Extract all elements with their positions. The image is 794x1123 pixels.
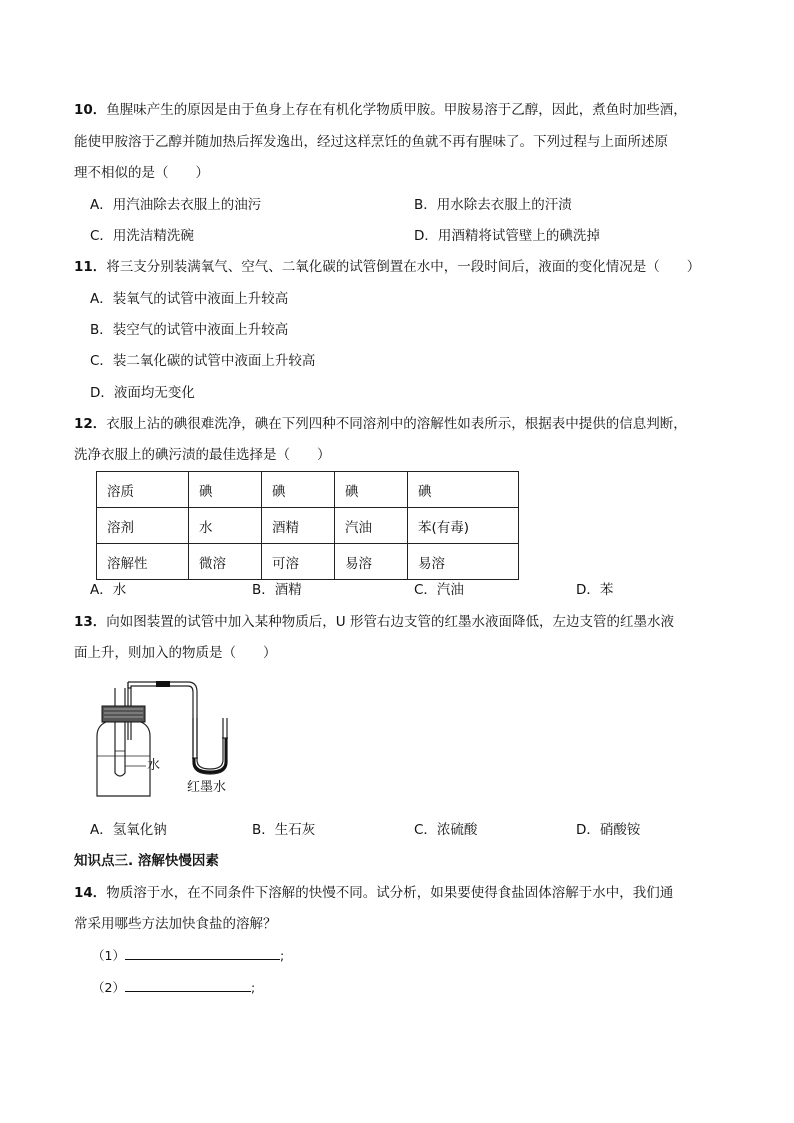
end-mark: ; [250,980,256,995]
q10-option-b[interactable]: B．用水除去衣服上的汗渍 [414,197,572,213]
table-row [97,472,519,508]
table-cell: 水 [189,508,262,544]
tube-joint [156,681,170,687]
q10-option-c[interactable]: C．用洗洁精洗碗 [90,228,194,244]
section-title: 知识点三. 溶解快慢因素 [74,853,219,869]
q12-option-b[interactable]: B．酒精 [252,582,302,598]
table-cell: 溶质 [97,472,189,508]
q13-line1: 13．向如图装置的试管中加入某种物质后，U 形管右边支管的红墨水液面降低，左边支管的红墨水液 [74,614,674,630]
q12-option-d[interactable]: D．苯 [576,582,614,598]
table-cell: 汽油 [335,508,408,544]
table-cell: 易溶 [335,544,408,580]
test-tube [115,688,125,776]
table-cell: 碘 [408,472,519,508]
red-ink-label: 红墨水 [187,780,227,795]
q14-blank-2 [92,977,255,998]
table-cell: 溶剂 [97,508,189,544]
table-cell: 可溶 [262,544,335,580]
answer-blank-2[interactable] [125,977,251,992]
q11-option-a[interactable]: A．装氧气的试管中液面上升较高 [90,291,289,307]
q14-blank-1 [92,945,284,966]
q10-option-d[interactable]: D．用酒精将试管壁上的碘洗掉 [414,228,600,244]
q12-line1: 12．衣服上沾的碘很难洗净，碘在下列四种不同溶剂中的溶解性如表所示，根据表中提供的信息判断， [74,416,687,432]
table-cell: 易溶 [408,544,519,580]
end-mark: ; [279,948,285,963]
q10-line1: 10．鱼腥味产生的原因是由于鱼身上存在有机化学物质甲胺。甲胺易溶于乙醇，因此，煮鱼时加些酒， [74,102,687,118]
table-cell: 苯(有毒) [408,508,519,544]
q14-line1: 14．物质溶于水，在不同条件下溶解的快慢不同。试分析，如果要使得食盐固体溶解于水中，我们通 [74,885,674,901]
q12-option-a[interactable]: A．水 [90,582,127,598]
table-row [97,508,519,544]
q10-line2: 能使甲胺溶于乙醇并随加热后挥发逸出，经过这样烹饪的鱼就不再有腥味了。下列过程与上面所述原 [74,134,668,150]
solubility-table [96,471,519,580]
blank-label: （2） [92,980,125,995]
q10-line3: 理不相似的是（ ） [74,165,209,181]
q13-line2: 面上升，则加入的物质是（ ） [74,645,277,661]
q11-option-c[interactable]: C．装二氧化碳的试管中液面上升较高 [90,353,316,369]
table-cell: 酒精 [262,508,335,544]
table-cell: 碘 [189,472,262,508]
u-tube [193,718,227,774]
stopper [102,706,145,722]
blank-label: （1） [92,948,125,963]
q12-option-c[interactable]: C．汽油 [414,582,464,598]
q13-option-b[interactable]: B．生石灰 [252,822,316,838]
q12-line2: 洗净衣服上的碘污渍的最佳选择是（ ） [74,447,331,463]
red-ink [194,738,226,772]
water-label: 水 [147,758,161,773]
q11-option-d[interactable]: D．液面均无变化 [90,385,195,401]
q13-option-d[interactable]: D．硝酸铵 [576,822,641,838]
table-row [97,544,519,580]
q11-line1: 11．将三支分别装满氧气、空气、二氧化碳的试管倒置在水中，一段时间后，液面的变化情况是（ ） [74,259,701,275]
q13-option-c[interactable]: C．浓硫酸 [414,822,478,838]
answer-blank-1[interactable] [125,945,280,960]
table-cell: 微溶 [189,544,262,580]
q13-option-a[interactable]: A．氢氧化钠 [90,822,167,838]
q14-line2: 常采用哪些方法加快食盐的溶解？ [74,916,277,932]
table-cell: 溶解性 [97,544,189,580]
table-cell: 碘 [335,472,408,508]
table-cell: 碘 [262,472,335,508]
q10-option-a[interactable]: A．用汽油除去衣服上的油污 [90,197,262,213]
q11-option-b[interactable]: B．装空气的试管中液面上升较高 [90,322,289,338]
